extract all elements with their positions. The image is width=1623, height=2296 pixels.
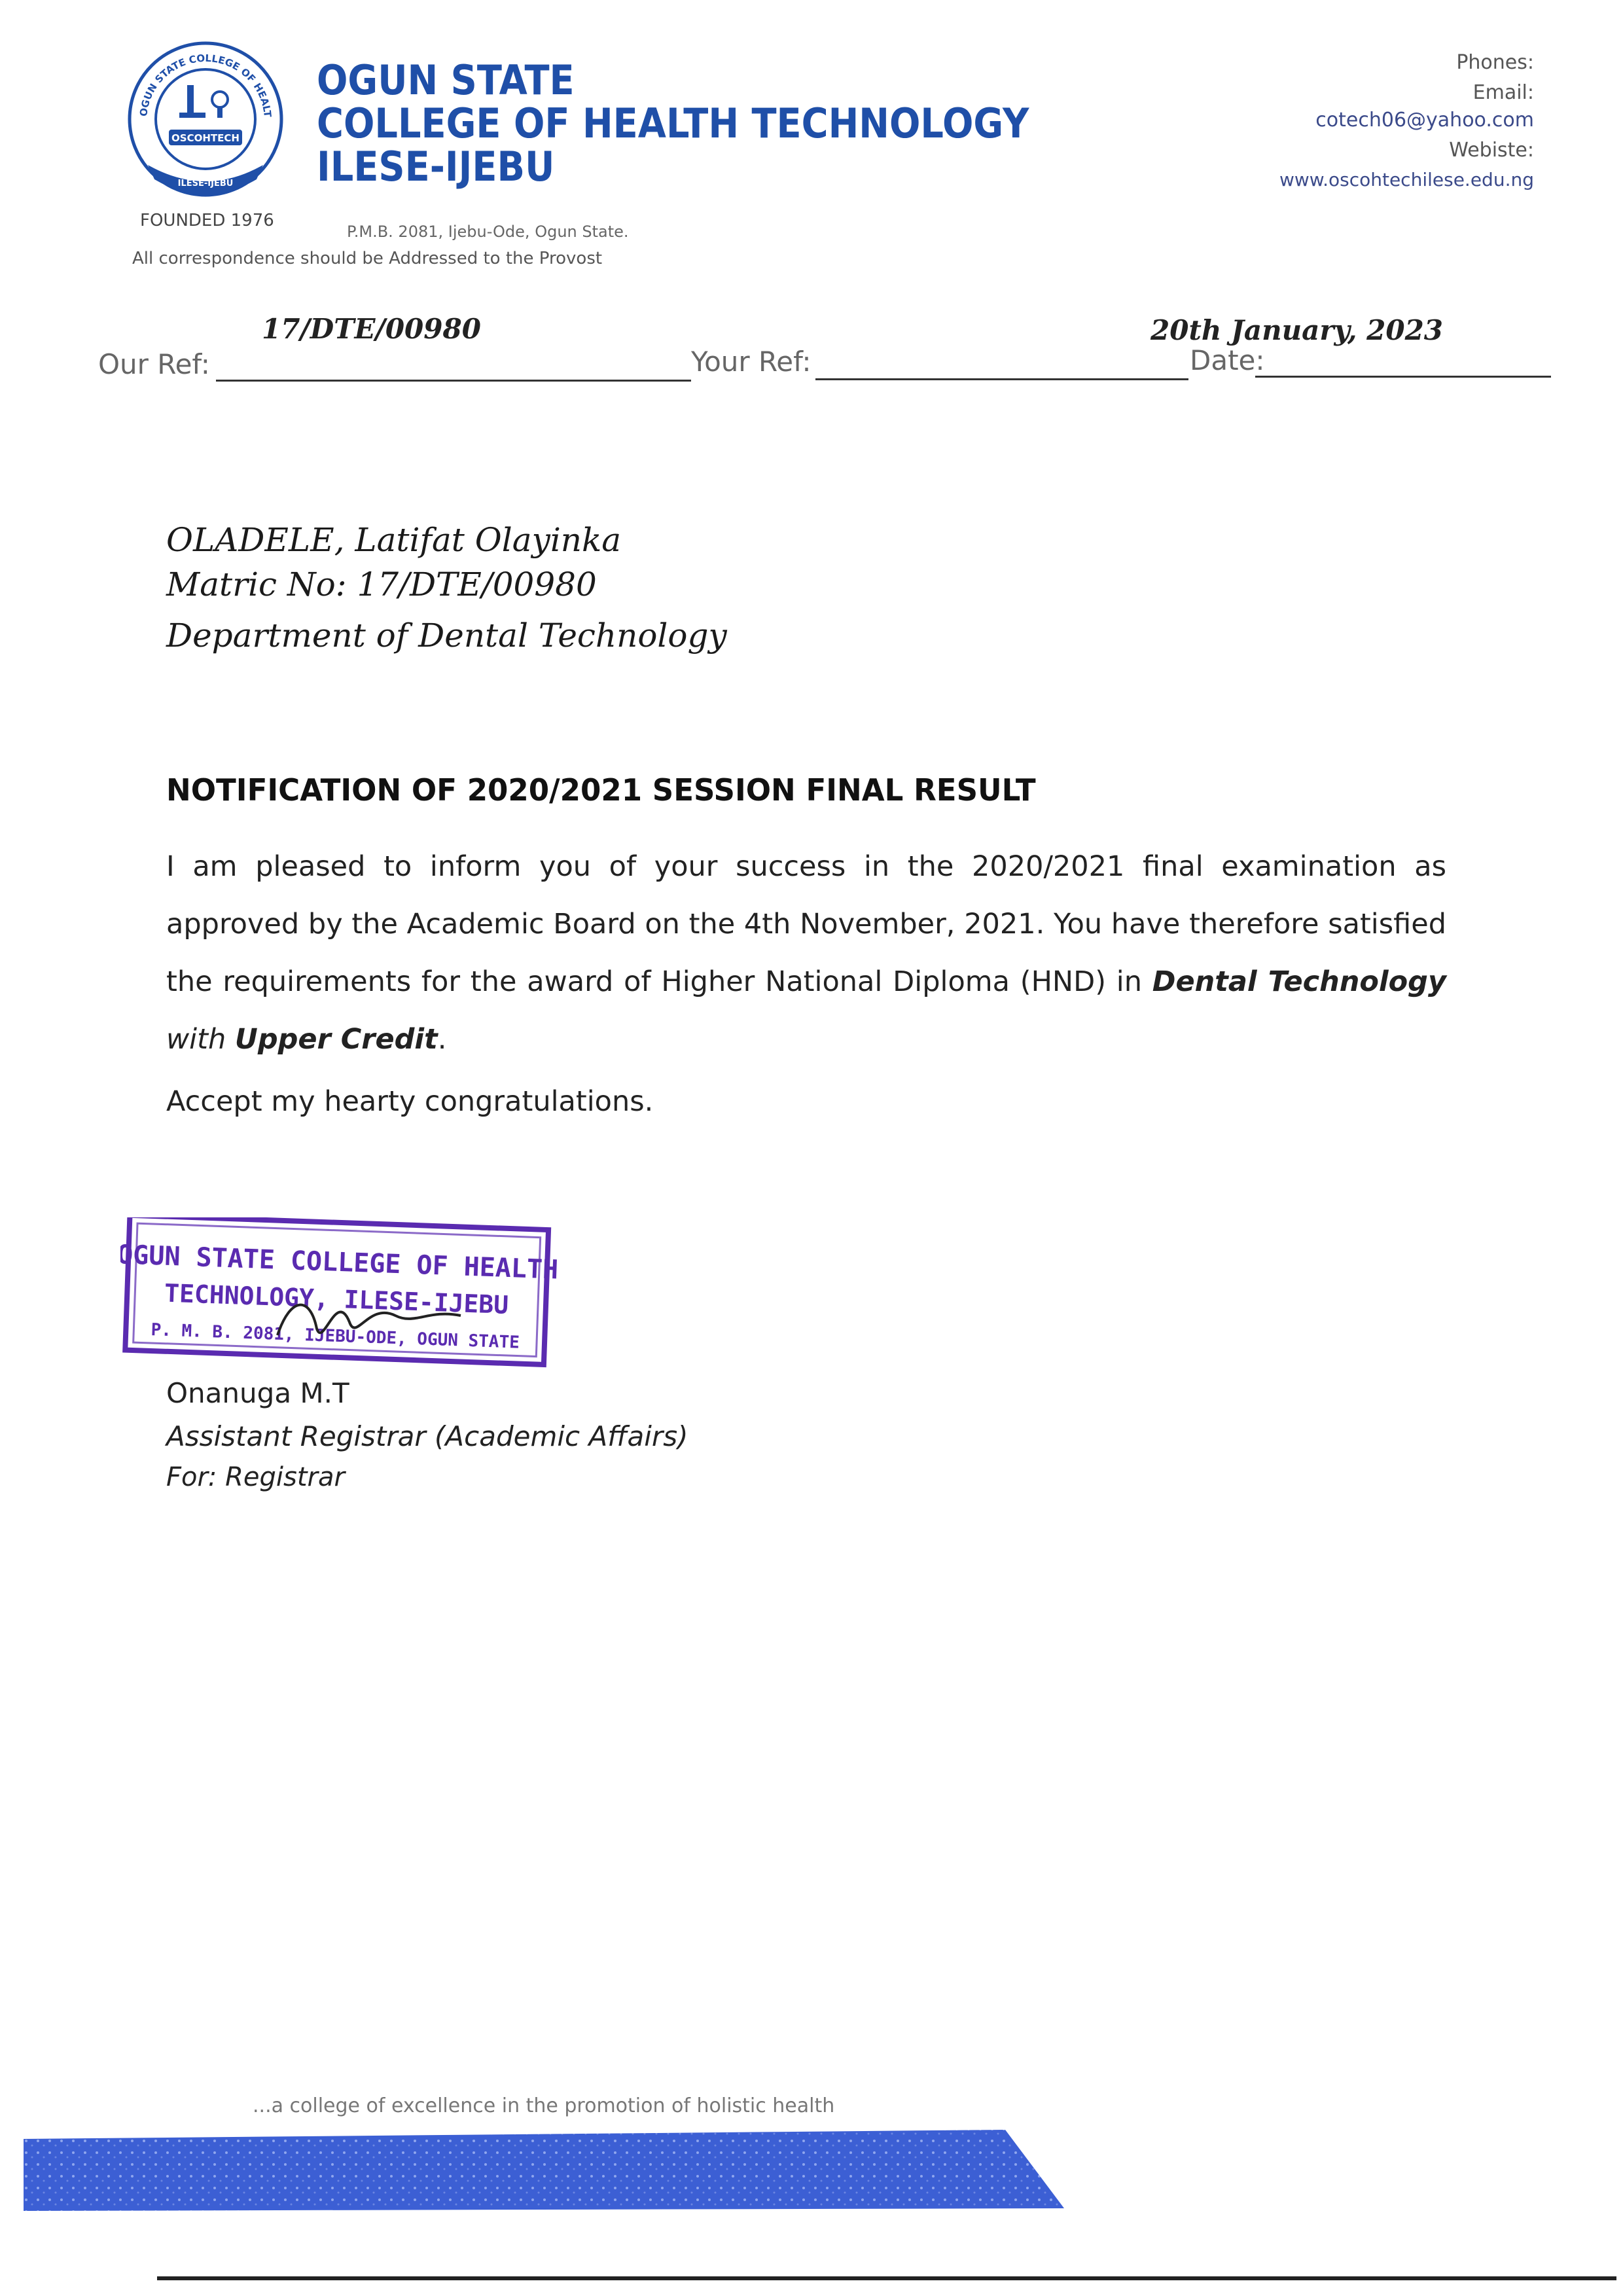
founded-year: FOUNDED 1976 — [140, 211, 274, 230]
website-label: Webiste: — [1449, 139, 1534, 162]
stamp-line-1: OGUN STATE COLLEGE OF HEALTH — [120, 1240, 559, 1285]
grade-class: Upper Credit — [234, 1023, 438, 1056]
course-name: Dental Technology — [1152, 965, 1446, 998]
footer-band — [24, 2126, 1064, 2215]
college-name-line-2: COLLEGE OF HEALTH TECHNOLOGY — [317, 99, 1029, 147]
logo-motto-text: ILESE-IJEBU — [177, 179, 234, 188]
phones-label: Phones: — [1456, 51, 1534, 74]
body-with: with — [166, 1023, 235, 1056]
logo-banner-text: OSCOHTECH — [171, 132, 240, 144]
letter-body — [166, 838, 1446, 1068]
email-label: Email: — [1472, 81, 1534, 104]
body-end: . — [437, 1023, 447, 1056]
date-underline — [1255, 376, 1551, 378]
signatory-on-behalf: For: Registrar — [166, 1462, 345, 1492]
closing-line: Accept my hearty congratulations. — [166, 1085, 654, 1118]
recipient-matric-number: Matric No: 17/DTE/00980 — [166, 565, 597, 603]
college-name-line-3: ILESE-IJEBU — [317, 143, 555, 190]
email-address[interactable]: cotech06@yahoo.com — [1315, 109, 1534, 132]
signatory-name: Onanuga M.T — [166, 1377, 349, 1409]
college-name-line-1: OGUN STATE — [317, 56, 575, 104]
website-link[interactable]: www.oscohtechilese.edu.ng — [1279, 169, 1534, 190]
your-ref-label: Your Ref: — [691, 346, 812, 378]
date-label: Date: — [1190, 344, 1265, 376]
letter-subject: NOTIFICATION OF 2020/2021 SESSION FINAL RESULT — [166, 772, 1036, 808]
footer-motto: ...a college of excellence in the promotion of holistic health — [253, 2094, 835, 2117]
college-logo — [122, 34, 289, 211]
recipient-name: OLADELE, Latifat Olayinka — [166, 521, 622, 559]
logo-ring-text: OGUN STATE COLLEGE OF HEALT — [137, 52, 274, 118]
our-ref-value: 17/DTE/00980 — [262, 313, 481, 345]
our-ref-underline — [216, 380, 691, 382]
signatory-title: Assistant Registrar (Academic Affairs) — [166, 1420, 688, 1452]
correspondence-note: All correspondence should be Addressed to the Provost — [132, 249, 603, 268]
official-stamp — [120, 1217, 559, 1388]
bottom-rule — [157, 2276, 1616, 2280]
stamp-line-2: TECHNOLOGY, ILESE-IJEBU — [164, 1278, 509, 1319]
your-ref-underline — [815, 378, 1188, 380]
postal-address: P.M.B. 2081, Ijebu-Ode, Ogun State. — [347, 223, 629, 241]
body-text: I am pleased to inform you of your success in the 2020/2021 final examination as approved by the Academic Board on the 4th November, 2021. You have therefore satisfied the requirements for the award of Higher National Diploma (HND) in — [166, 850, 1446, 998]
stamp-line-3: P. M. B. 2081, IJEBU-ODE, OGUN STATE — [151, 1319, 520, 1353]
letter-date: 20th January, 2023 — [1150, 314, 1444, 346]
recipient-department: Department of Dental Technology — [166, 617, 727, 655]
our-ref-label: Our Ref: — [98, 348, 210, 380]
